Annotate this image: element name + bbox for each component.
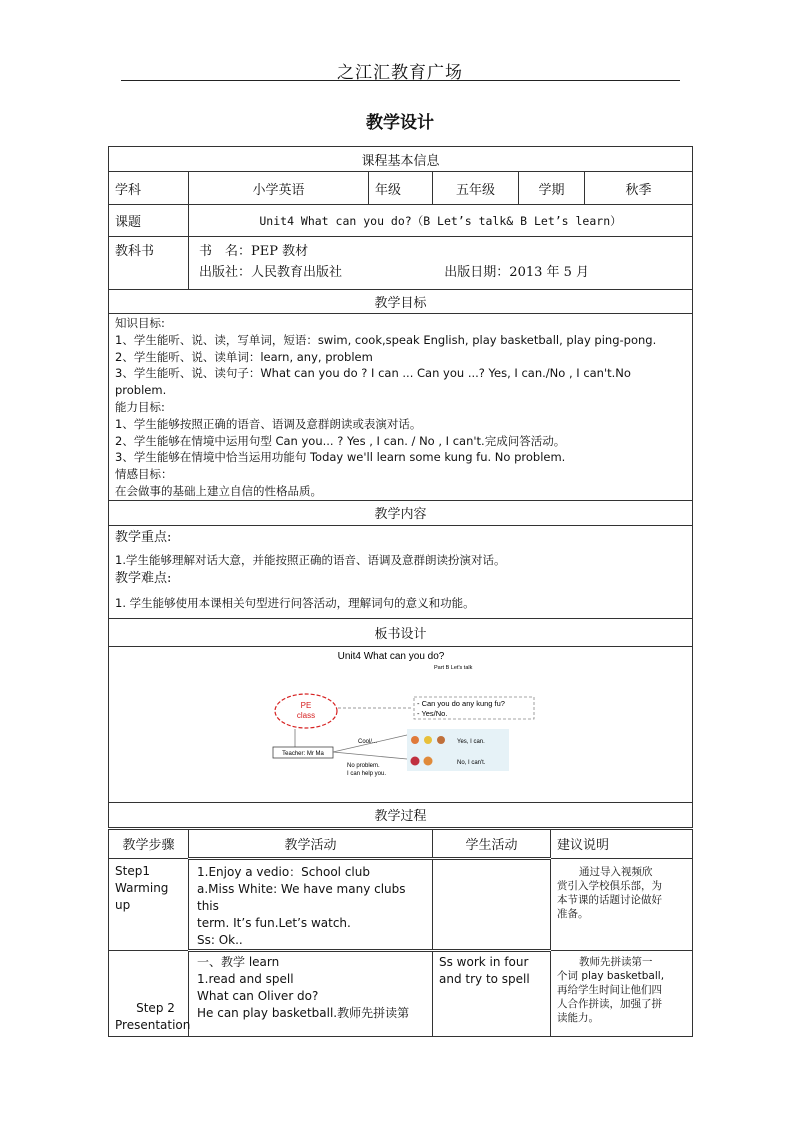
textbook-label: 教科书 bbox=[109, 237, 189, 290]
step-cell bbox=[109, 950, 189, 1036]
cool-label: Cool/... bbox=[358, 738, 378, 745]
note-line: 教师先拼读第一 bbox=[579, 955, 653, 968]
section-content: 教学内容 bbox=[109, 500, 693, 525]
subject-value: 小学英语 bbox=[189, 172, 369, 205]
activity-line: 1.Enjoy a vedio：School club bbox=[197, 864, 370, 879]
topic-label: 课题 bbox=[109, 205, 189, 237]
objective-line: 3、学生能听、说、读句子：What can you do ? I can ... Can you ...? Yes, I can./No , I can't.No bbox=[115, 366, 631, 381]
activity-line: What can Oliver do? bbox=[197, 988, 319, 1003]
help-label: I can help you. bbox=[347, 770, 387, 777]
board-design bbox=[109, 646, 693, 802]
difficult-point-text: 1. 学生能够使用本课相关句型进行问答活动，理解词句的意义和功能。 bbox=[115, 595, 475, 610]
grade-value: 五年级 bbox=[433, 172, 519, 205]
subject-label: 学科 bbox=[109, 172, 189, 205]
note-cell bbox=[551, 950, 693, 1036]
question-line: - Can you do any kung fu? bbox=[417, 698, 505, 708]
term-label: 学期 bbox=[519, 172, 585, 205]
term-value: 秋季 bbox=[585, 172, 693, 205]
student-line: Ss work in four bbox=[439, 954, 529, 969]
note-line: 本节课的话题讨论做好 bbox=[557, 893, 662, 906]
book-name: 书 名：PEP 教材 bbox=[199, 244, 309, 259]
objective-line: 2、学生能够在情境中运用句型 Can you... ? Yes , I can. / No , I can't.完成问答活动。 bbox=[115, 433, 566, 448]
lesson-plan-table bbox=[108, 146, 693, 1037]
student-cell bbox=[433, 950, 551, 1036]
key-point-label: 教学重点: bbox=[115, 529, 172, 545]
objective-line: 能力目标: bbox=[115, 399, 165, 414]
col-header-note: 建议说明 bbox=[551, 828, 693, 858]
section-board: 板书设计 bbox=[109, 618, 693, 646]
step-cell bbox=[109, 858, 189, 950]
note-line: 个词 play basketball, bbox=[557, 969, 665, 982]
note-line: 通过导入视频欣 bbox=[579, 865, 653, 878]
activity-line: 1.read and spell bbox=[197, 971, 294, 986]
note-line: 读能力。 bbox=[557, 1011, 599, 1024]
no-answer: No, I can't. bbox=[457, 759, 486, 766]
header-rule bbox=[121, 80, 680, 81]
activity-line: He can play basketball.教师先拼读第 bbox=[197, 1005, 410, 1020]
student-face-icon bbox=[437, 736, 445, 744]
objective-line: 知识目标: bbox=[115, 316, 165, 330]
activity-cell bbox=[189, 858, 433, 950]
yes-answer: Yes, I can. bbox=[457, 738, 485, 745]
objective-line: 2、学生能听、说、读单词：learn, any, problem bbox=[115, 349, 373, 364]
objective-line: 1、学生能够按照正确的语音、语调及意群朗读或表演对话。 bbox=[115, 416, 422, 431]
objectives-body bbox=[109, 314, 693, 501]
topic-value: Unit4 What can you do?（B Let’s talk& B Let’s learn） bbox=[189, 205, 693, 237]
answer-line: - Yes/No. bbox=[417, 708, 448, 718]
col-header-step: 教学步骤 bbox=[109, 828, 189, 858]
content-body bbox=[109, 525, 693, 618]
note-line: 再给学生时间让他们四 bbox=[557, 983, 662, 996]
activity-line: term. It’s fun.Let’s watch. bbox=[197, 915, 351, 930]
activity-line: a.Miss White: We have many clubs this bbox=[197, 881, 406, 913]
board-diagram bbox=[109, 647, 691, 802]
section-basic-info: 课程基本信息 bbox=[109, 147, 693, 172]
pe-label: PE bbox=[300, 700, 312, 710]
objective-line: 在会做事的基础上建立自信的性格品质。 bbox=[115, 483, 322, 498]
col-header-student: 学生活动 bbox=[433, 828, 551, 858]
activity-line: 一、教学 learn bbox=[197, 954, 280, 969]
objective-line: 3、学生能够在情境中恰当运用功能句 Today we'll learn some kung fu. No problem. bbox=[115, 450, 566, 465]
step-name: Step 2 bbox=[136, 1000, 175, 1015]
class-label: class bbox=[296, 710, 316, 720]
col-header-activity: 教学活动 bbox=[189, 828, 433, 858]
student-face-icon bbox=[424, 756, 433, 765]
publisher: 出版社：人民教育出版社 bbox=[199, 265, 343, 280]
student-line: and try to spell bbox=[439, 971, 530, 986]
section-objectives: 教学目标 bbox=[109, 290, 693, 314]
difficult-point-label: 教学难点: bbox=[115, 570, 172, 586]
note-line: 人合作拼读，加强了拼 bbox=[557, 997, 662, 1010]
no-problem-label: No problem. bbox=[347, 762, 380, 769]
objective-line: 情感目标： bbox=[115, 467, 173, 482]
teacher-label: Teacher: Mr Ma bbox=[282, 750, 324, 757]
section-process: 教学过程 bbox=[109, 802, 693, 828]
student-face-icon bbox=[411, 756, 420, 765]
site-header: 之江汇教育广场 bbox=[337, 63, 463, 83]
activity-line: Ss: Ok.. bbox=[197, 932, 243, 947]
key-point-text: 1.学生能够理解对话大意，并能按照正确的语音、语调及意群朗读扮演对话。 bbox=[115, 552, 506, 567]
publish-date: 出版日期：2013 年 5 月 bbox=[444, 265, 590, 280]
connector-line bbox=[333, 752, 407, 759]
step-name: Warming up bbox=[115, 880, 169, 912]
activity-cell bbox=[189, 950, 433, 1036]
student-face-icon bbox=[411, 736, 419, 744]
board-subtitle: Part B Let's talk bbox=[434, 664, 473, 671]
objective-line: problem. bbox=[115, 383, 167, 398]
note-line: 赏引入学校俱乐部，为 bbox=[557, 879, 662, 892]
step-name: Step1 bbox=[115, 863, 150, 878]
board-title: Unit4 What can you do? bbox=[337, 650, 445, 662]
note-cell bbox=[551, 858, 693, 950]
objective-line: 1、学生能听、说、读，写单词，短语：swim, cook,speak English, play basketball, play ping-pong. bbox=[115, 332, 657, 347]
grade-label: 年级 bbox=[369, 172, 433, 205]
note-line: 准备。 bbox=[557, 907, 589, 920]
student-cell bbox=[433, 858, 551, 950]
document-title: 教学设计 bbox=[366, 113, 434, 133]
student-face-icon bbox=[424, 736, 432, 744]
step-name: Presentation bbox=[115, 1017, 191, 1032]
